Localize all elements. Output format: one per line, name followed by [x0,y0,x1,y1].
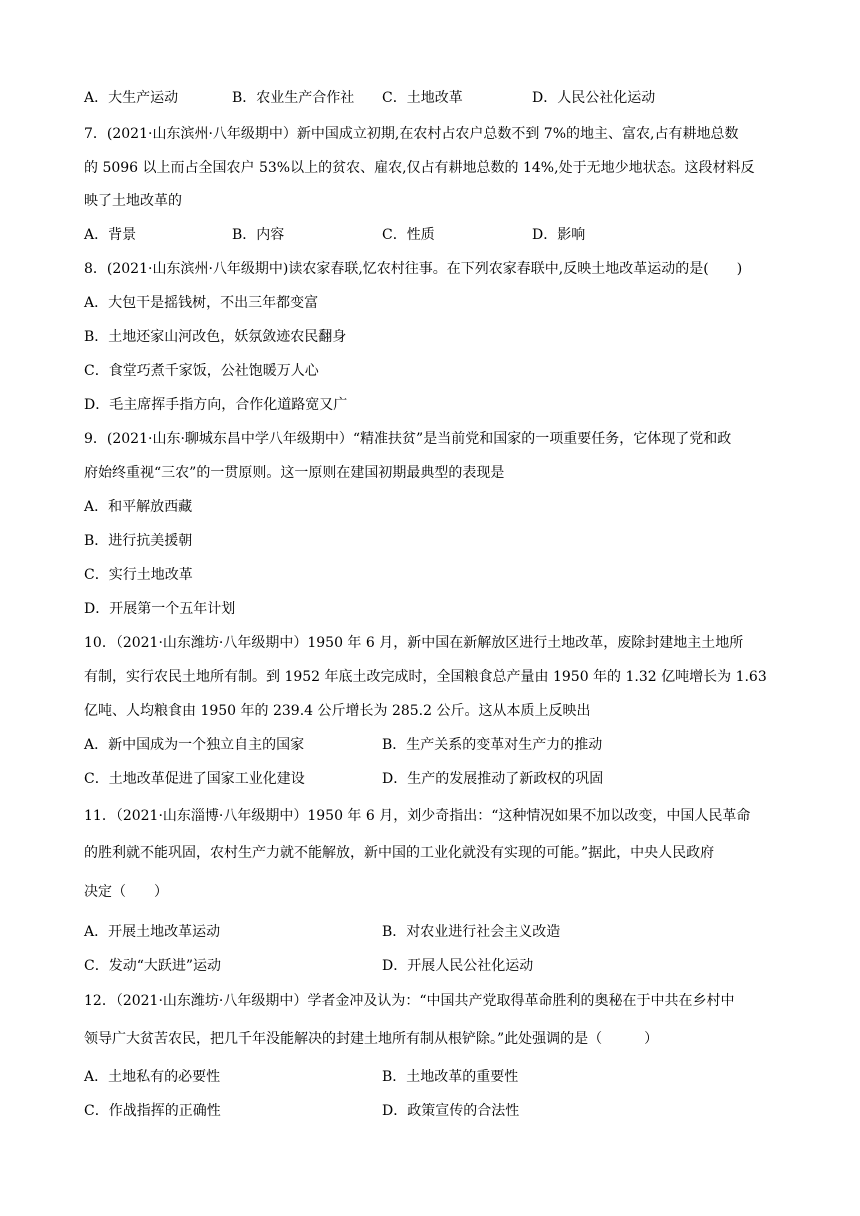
q11-stem-line-3: 决定（ ） [84,884,168,900]
q12-stem-line-1: 12．（2021·山东潍坊·八年级期中）学者金冲及认为：“中国共产党取得革命胜利的奥秘在于中共在乡村中 [84,993,735,1009]
q10-option-c[interactable]: C．土地改革促进了国家工业化建设 [84,771,305,787]
q7-option-a[interactable]: A．背景 [84,227,137,243]
q7-stem-line-1: 7．(2021·山东滨州·八年级期中）新中国成立初期,在农村占农户总数不到 7%的地主、富农,占有耕地总数 [84,126,739,142]
q11-option-d[interactable]: D．开展人民公社化运动 [382,958,534,974]
q11-option-a[interactable]: A．开展土地改革运动 [84,924,221,940]
q12-option-b[interactable]: B．土地改革的重要性 [382,1069,519,1085]
q7-stem-line-3: 映了土地改革的 [84,193,182,209]
q9-option-d[interactable]: D．开展第一个五年计划 [84,601,236,617]
q10-stem-line-2: 有制，实行农民土地所有制。到 1952 年底土改完成时，全国粮食总产量由 1950 年的 1.32 亿吨增长为 1.63 [84,669,767,685]
q8-option-b[interactable]: B．土地还家山河改色，妖氛敛迹农民翻身 [84,329,347,345]
q11-option-c[interactable]: C．发动“大跃进”运动 [84,958,222,974]
q7-option-b[interactable]: B．内容 [232,227,285,243]
q11-option-b[interactable]: B．对农业进行社会主义改造 [382,924,561,940]
q8-option-a[interactable]: A．大包干是摇钱树，不出三年都变富 [84,295,319,311]
q9-stem-line-2: 府始终重视“三农”的一贯原则。这一原则在建国初期最典型的表现是 [84,465,505,481]
q9-option-a[interactable]: A．和平解放西藏 [84,499,193,515]
q12-option-c[interactable]: C．作战指挥的正确性 [84,1103,221,1119]
q12-option-d[interactable]: D．政策宣传的合法性 [382,1103,520,1119]
q7-option-d[interactable]: D．影响 [532,227,586,243]
q8-option-c[interactable]: C．食堂巧煮千家饭，公社饱暖万人心 [84,363,319,379]
q11-stem-line-2: 的胜利就不能巩固，农村生产力就不能解放，新中国的工业化就没有实现的可能。”据此，中央人民政府 [84,845,715,861]
q10-stem-line-3: 亿吨、人均粮食由 1950 年的 239.4 公斤增长为 285.2 公斤。这从本质上反映出 [84,703,591,719]
q9-stem-line-1: 9．(2021·山东·聊城东昌中学八年级期中）“精准扶贫”是当前党和国家的一项重要任务，它体现了党和政 [84,431,732,447]
q8-stem-line-1: 8．(2021·山东滨州·八年级期中)读农家春联,忆农村往事。在下列农家春联中,反映土地改革运动的是( ) [84,261,743,277]
q11-stem-line-1: 11．（2021·山东淄博·八年级期中）1950 年 6 月，刘少奇指出：“这种情况如果不加以改变，中国人民革命 [84,808,751,824]
q12-stem-line-2: 领导广大贫苦农民，把几千年没能解决的封建土地所有制从根铲除。”此处强调的是（ ） [84,1031,659,1047]
q6-option-c[interactable]: C．土地改革 [382,90,463,106]
q9-option-c[interactable]: C．实行土地改革 [84,567,193,583]
q10-option-a[interactable]: A．新中国成为一个独立自主的国家 [84,737,305,753]
q9-option-b[interactable]: B．进行抗美援朝 [84,533,193,549]
q7-stem-line-2: 的 5096 以上而占全国农户 53%以上的贫农、雇农,仅占有耕地总数的 14%,处于无地少地状态。这段材料反 [84,160,755,176]
q10-stem-line-1: 10．（2021·山东潍坊·八年级期中）1950 年 6 月，新中国在新解放区进行土地改革，废除封建地主土地所 [84,635,744,651]
q6-option-a[interactable]: A．大生产运动 [84,90,179,106]
q8-option-d[interactable]: D．毛主席挥手指方向，合作化道路宽又广 [84,397,348,413]
q12-option-a[interactable]: A．土地私有的必要性 [84,1069,221,1085]
q10-option-b[interactable]: B．生产关系的变革对生产力的推动 [382,737,603,753]
q6-option-b[interactable]: B．农业生产合作社 [232,90,355,106]
q7-option-c[interactable]: C．性质 [382,227,435,243]
q10-option-d[interactable]: D．生产的发展推动了新政权的巩固 [382,771,604,787]
q6-option-d[interactable]: D．人民公社化运动 [532,90,656,106]
